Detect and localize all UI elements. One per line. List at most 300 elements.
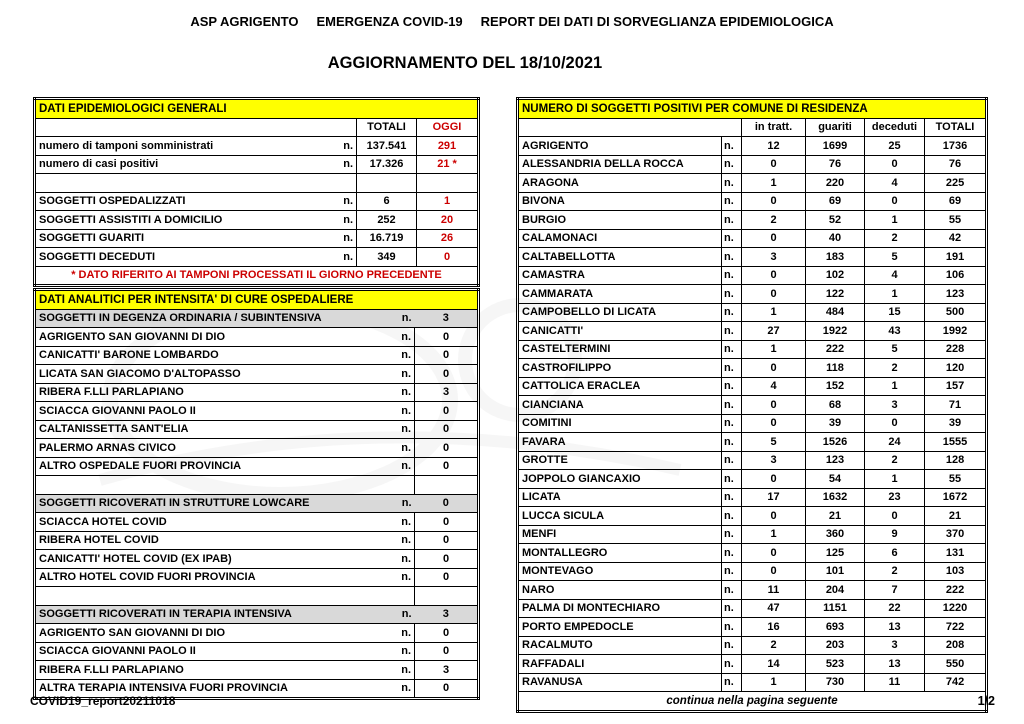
guariti-cell: 21 — [806, 507, 865, 526]
in-tratt-cell: 0 — [742, 285, 806, 304]
n-label-cell: n. — [722, 544, 742, 563]
oggi-cell — [417, 174, 479, 193]
deceduti-cell: 3 — [865, 636, 925, 655]
row-label: ALTRA TERAPIA INTENSIVA FUORI PROVINCIA — [39, 682, 288, 695]
value-cell: 0 — [415, 568, 479, 587]
row-label: SOGGETTI RICOVERATI IN TERAPIA INTENSIVA — [39, 608, 292, 621]
row-label-cell — [35, 642, 415, 661]
n-label-cell: n. — [722, 155, 742, 174]
table-row — [518, 174, 987, 193]
deceduti-cell: 4 — [865, 266, 925, 285]
totali-cell: 742 — [925, 673, 987, 692]
deceduti-cell: 15 — [865, 303, 925, 322]
n-label-cell: n. — [722, 285, 742, 304]
row-label: SOGGETTI ASSISTITI A DOMICILIO — [39, 213, 223, 226]
in-tratt-cell: 0 — [742, 155, 806, 174]
n-label-cell: n. — [722, 340, 742, 359]
table-row — [518, 396, 987, 415]
deceduti-cell: 22 — [865, 599, 925, 618]
in-tratt-cell: 0 — [742, 266, 806, 285]
n-label: n. — [343, 139, 353, 152]
guariti-cell: 52 — [806, 211, 865, 230]
table-row — [35, 624, 479, 643]
row-label: SOGGETTI GUARITI — [39, 232, 145, 245]
guariti-cell: 1151 — [806, 599, 865, 618]
table-row — [518, 229, 987, 248]
totali-cell: 1220 — [925, 599, 987, 618]
n-label-cell: n. — [722, 303, 742, 322]
page-title-part: ASP AGRIGENTO — [190, 14, 299, 29]
in-tratt-cell: 1 — [742, 340, 806, 359]
in-tratt-cell: 0 — [742, 507, 806, 526]
in-tratt-cell: 16 — [742, 618, 806, 637]
in-tratt-cell: 1 — [742, 673, 806, 692]
in-tratt-cell: 2 — [742, 211, 806, 230]
totali-cell: 123 — [925, 285, 987, 304]
row-label: AGRIGENTO SAN GIOVANNI DI DIO — [39, 626, 225, 639]
table-row — [518, 377, 987, 396]
page-title — [0, 14, 1024, 29]
comune-name-cell: AGRIGENTO — [518, 137, 722, 156]
totali-cell: 550 — [925, 655, 987, 674]
row-label: CANICATTI' BARONE LOMBARDO — [39, 349, 219, 362]
table-row — [35, 137, 479, 156]
totali-cell: 191 — [925, 248, 987, 267]
comune-name-cell: RACALMUTO — [518, 636, 722, 655]
row-label-cell — [35, 229, 357, 248]
table-row — [518, 322, 987, 341]
deceduti-cell: 5 — [865, 248, 925, 267]
row-label: RIBERA F.LLI PARLAPIANO — [39, 663, 184, 676]
value-cell: 0 — [415, 624, 479, 643]
table-header-row — [518, 118, 987, 137]
comune-name-cell: CAMASTRA — [518, 266, 722, 285]
in-tratt-cell: 3 — [742, 451, 806, 470]
value-cell: 0 — [415, 346, 479, 365]
in-tratt-cell: 3 — [742, 248, 806, 267]
guariti-cell: 484 — [806, 303, 865, 322]
totali-cell: 39 — [925, 414, 987, 433]
table-row — [35, 174, 479, 193]
value-cell: 0 — [415, 531, 479, 550]
comune-name-cell: PALMA DI MONTECHIARO — [518, 599, 722, 618]
deceduti-cell: 1 — [865, 377, 925, 396]
table-row — [518, 618, 987, 637]
page-number: 1/2 — [977, 694, 995, 708]
table-row — [35, 346, 479, 365]
in-tratt-cell: 5 — [742, 433, 806, 452]
row-label: AGRIGENTO SAN GIOVANNI DI DIO — [39, 330, 225, 343]
comune-name-cell: CATTOLICA ERACLEA — [518, 377, 722, 396]
table-row — [518, 285, 987, 304]
deceduti-cell: 1 — [865, 470, 925, 489]
update-date-heading: AGGIORNAMENTO DEL 18/10/2021 — [327, 54, 603, 72]
n-label: n. — [401, 349, 411, 362]
deceduti-cell: 25 — [865, 137, 925, 156]
totali-cell: 222 — [925, 581, 987, 600]
in-tratt-cell: 4 — [742, 377, 806, 396]
value-cell: 0 — [415, 679, 479, 699]
totali-cell: 500 — [925, 303, 987, 322]
comune-name-cell: GROTTE — [518, 451, 722, 470]
totali-cell: 69 — [925, 192, 987, 211]
totali-cell: 137.541 — [357, 137, 417, 156]
guariti-cell: 125 — [806, 544, 865, 563]
totali-cell: 103 — [925, 562, 987, 581]
n-label: n. — [401, 386, 411, 399]
value-cell: 3 — [415, 605, 479, 624]
n-label: n. — [343, 195, 353, 208]
n-label-cell: n. — [722, 618, 742, 637]
in-tratt-cell: 17 — [742, 488, 806, 507]
n-label-cell: n. — [722, 396, 742, 415]
deceduti-cell: 11 — [865, 673, 925, 692]
table-row — [518, 636, 987, 655]
n-label-cell: n. — [722, 599, 742, 618]
comune-name-cell: ARAGONA — [518, 174, 722, 193]
totali-cell: 1736 — [925, 137, 987, 156]
row-label-cell — [35, 439, 415, 458]
totali-cell: 21 — [925, 507, 987, 526]
n-label: n. — [401, 534, 411, 547]
comune-name-cell: CANICATTI' — [518, 322, 722, 341]
n-label-cell: n. — [722, 414, 742, 433]
header-blank-cell — [518, 118, 742, 137]
oggi-cell: 0 — [417, 248, 479, 267]
note-row — [35, 266, 479, 286]
value-cell: 0 — [415, 328, 479, 347]
comune-name-cell: RAFFADALI — [518, 655, 722, 674]
row-label-cell — [35, 383, 415, 402]
guariti-cell: 101 — [806, 562, 865, 581]
totali-cell: 16.719 — [357, 229, 417, 248]
comune-name-cell: JOPPOLO GIANCAXIO — [518, 470, 722, 489]
totali-cell: 120 — [925, 359, 987, 378]
row-label-cell — [35, 248, 357, 267]
deceduti-cell: 43 — [865, 322, 925, 341]
header-blank-cell — [35, 118, 357, 137]
n-label: n. — [401, 682, 411, 695]
comune-name-cell: CIANCIANA — [518, 396, 722, 415]
totali-cell: 17.326 — [357, 155, 417, 174]
comune-name-cell: BURGIO — [518, 211, 722, 230]
guariti-cell: 68 — [806, 396, 865, 415]
guariti-cell: 222 — [806, 340, 865, 359]
row-label: PALERMO ARNAS CIVICO — [39, 441, 176, 454]
guariti-cell: 76 — [806, 155, 865, 174]
row-label: ALTRO HOTEL COVID FUORI PROVINCIA — [39, 571, 256, 584]
row-label-cell — [35, 457, 415, 476]
totali-cell — [357, 174, 417, 193]
comuni-table-title: NUMERO DI SOGGETTI POSITIVI PER COMUNE DI RESIDENZA — [518, 99, 987, 119]
comune-name-cell: PORTO EMPEDOCLE — [518, 618, 722, 637]
row-label-cell — [35, 550, 415, 569]
deceduti-cell: 5 — [865, 340, 925, 359]
table-row — [518, 359, 987, 378]
n-label-cell: n. — [722, 488, 742, 507]
row-label-cell — [35, 476, 415, 495]
table-row — [35, 642, 479, 661]
value-cell: 0 — [415, 439, 479, 458]
table-title-row — [35, 99, 479, 119]
n-label-cell: n. — [722, 470, 742, 489]
n-label-cell: n. — [722, 211, 742, 230]
comune-name-cell: COMITINI — [518, 414, 722, 433]
in-tratt-cell: 0 — [742, 396, 806, 415]
n-label: n. — [401, 515, 411, 528]
table-row — [518, 248, 987, 267]
table-row — [35, 605, 479, 624]
row-label: CALTANISSETTA SANT'ELIA — [39, 423, 189, 436]
table-row — [35, 248, 479, 267]
guariti-cell: 693 — [806, 618, 865, 637]
deceduti-cell: 13 — [865, 618, 925, 637]
row-label: RIBERA F.LLI PARLAPIANO — [39, 386, 184, 399]
totali-cell: 55 — [925, 470, 987, 489]
totali-cell: 76 — [925, 155, 987, 174]
row-label-cell — [35, 174, 357, 193]
oggi-cell: 26 — [417, 229, 479, 248]
totali-cell: 71 — [925, 396, 987, 415]
totali-cell: 157 — [925, 377, 987, 396]
value-cell: 0 — [415, 402, 479, 421]
row-label: SCIACCA HOTEL COVID — [39, 515, 167, 528]
comune-name-cell: CAMPOBELLO DI LICATA — [518, 303, 722, 322]
value-cell: 0 — [415, 457, 479, 476]
table-row — [35, 420, 479, 439]
table-row — [35, 587, 479, 606]
table-row — [518, 599, 987, 618]
guariti-cell: 40 — [806, 229, 865, 248]
table-row — [518, 562, 987, 581]
n-label-cell: n. — [722, 433, 742, 452]
table-row — [35, 211, 479, 230]
n-label-cell: n. — [722, 377, 742, 396]
table-row — [518, 507, 987, 526]
n-label-cell: n. — [722, 636, 742, 655]
guariti-cell: 152 — [806, 377, 865, 396]
guariti-cell: 39 — [806, 414, 865, 433]
table-row — [35, 457, 479, 476]
guariti-cell: 730 — [806, 673, 865, 692]
deceduti-cell: 24 — [865, 433, 925, 452]
table-row — [35, 661, 479, 680]
tamponi-note: * DATO RIFERITO AI TAMPONI PROCESSATI IL GIORNO PRECEDENTE — [35, 266, 479, 286]
guariti-cell: 1526 — [806, 433, 865, 452]
in-tratt-cell: 0 — [742, 544, 806, 563]
deceduti-cell: 2 — [865, 562, 925, 581]
totali-cell: 6 — [357, 192, 417, 211]
in-tratt-cell: 1 — [742, 525, 806, 544]
row-label-cell — [35, 211, 357, 230]
table-row — [35, 155, 479, 174]
table-row — [35, 402, 479, 421]
table-row — [35, 494, 479, 513]
table-row — [35, 568, 479, 587]
table-title-row — [518, 99, 987, 119]
continuation-note: continua nella pagina seguente — [518, 692, 987, 712]
in-tratt-cell: 0 — [742, 414, 806, 433]
n-label: n. — [401, 663, 411, 676]
totali-cell: 106 — [925, 266, 987, 285]
row-label-cell — [35, 402, 415, 421]
n-label-cell: n. — [722, 655, 742, 674]
table-row — [35, 192, 479, 211]
deceduti-cell: 9 — [865, 525, 925, 544]
n-label: n. — [401, 312, 412, 325]
guariti-cell: 118 — [806, 359, 865, 378]
in-tratt-cell: 11 — [742, 581, 806, 600]
row-label-cell — [35, 192, 357, 211]
totali-cell: 722 — [925, 618, 987, 637]
table-row — [518, 155, 987, 174]
guariti-cell: 102 — [806, 266, 865, 285]
row-label-cell — [35, 328, 415, 347]
table-row — [35, 531, 479, 550]
guariti-cell: 183 — [806, 248, 865, 267]
table-row — [518, 655, 987, 674]
n-label: n. — [401, 330, 411, 343]
guariti-cell: 54 — [806, 470, 865, 489]
hospital-table-title: DATI ANALITICI PER INTENSITA' DI CURE OSPEDALIERE — [35, 290, 479, 310]
row-label: SOGGETTI DECEDUTI — [39, 250, 156, 263]
value-cell: 3 — [415, 383, 479, 402]
totali-cell: 128 — [925, 451, 987, 470]
page-title-part: EMERGENZA COVID-19 — [316, 14, 463, 29]
table-title-row — [35, 290, 479, 310]
row-label-cell — [35, 365, 415, 384]
table-row — [518, 266, 987, 285]
n-label-cell: n. — [722, 229, 742, 248]
table-row — [518, 673, 987, 692]
totali-cell: 1992 — [925, 322, 987, 341]
comune-name-cell: ALESSANDRIA DELLA ROCCA — [518, 155, 722, 174]
totali-cell: 252 — [357, 211, 417, 230]
table-row — [35, 229, 479, 248]
table-row — [518, 581, 987, 600]
totali-cell: 1672 — [925, 488, 987, 507]
comune-name-cell: BIVONA — [518, 192, 722, 211]
deceduti-cell: 1 — [865, 285, 925, 304]
in-tratt-cell: 0 — [742, 359, 806, 378]
value-cell: 0 — [415, 365, 479, 384]
comune-name-cell: CAMMARATA — [518, 285, 722, 304]
row-label-cell — [35, 568, 415, 587]
deceduti-cell: 7 — [865, 581, 925, 600]
totali-cell: 131 — [925, 544, 987, 563]
comune-name-cell: CASTROFILIPPO — [518, 359, 722, 378]
n-label-cell: n. — [722, 266, 742, 285]
n-label-cell: n. — [722, 248, 742, 267]
table-row — [518, 414, 987, 433]
guariti-cell: 523 — [806, 655, 865, 674]
n-label-cell: n. — [722, 507, 742, 526]
deceduti-cell: 2 — [865, 229, 925, 248]
table-row — [518, 211, 987, 230]
totali-cell: 225 — [925, 174, 987, 193]
hospital-care-table — [33, 288, 480, 700]
table-row — [518, 525, 987, 544]
comune-name-cell: NARO — [518, 581, 722, 600]
in-tratt-cell: 27 — [742, 322, 806, 341]
in-tratt-cell: 0 — [742, 229, 806, 248]
deceduti-cell: 2 — [865, 359, 925, 378]
deceduti-cell: 1 — [865, 211, 925, 230]
n-label: n. — [343, 158, 353, 171]
row-label: SOGGETTI OSPEDALIZZATI — [39, 195, 186, 208]
table-row — [518, 488, 987, 507]
in-tratt-cell: 2 — [742, 636, 806, 655]
table-row — [35, 328, 479, 347]
table-row — [518, 451, 987, 470]
comune-name-cell: CALTABELLOTTA — [518, 248, 722, 267]
guariti-cell: 203 — [806, 636, 865, 655]
comune-name-cell: CALAMONACI — [518, 229, 722, 248]
table-row — [35, 513, 479, 532]
n-label-cell: n. — [722, 451, 742, 470]
deceduti-column-header: deceduti — [865, 118, 925, 137]
value-cell: 0 — [415, 550, 479, 569]
guariti-cell: 204 — [806, 581, 865, 600]
comune-name-cell: FAVARA — [518, 433, 722, 452]
row-label: SCIACCA GIOVANNI PAOLO II — [39, 404, 196, 417]
table-row — [35, 383, 479, 402]
guariti-cell: 69 — [806, 192, 865, 211]
comune-name-cell: MONTALLEGRO — [518, 544, 722, 563]
table-row — [518, 544, 987, 563]
guariti-cell: 1922 — [806, 322, 865, 341]
row-label-cell — [35, 531, 415, 550]
n-label: n. — [401, 441, 411, 454]
row-label-cell — [35, 420, 415, 439]
row-label-cell — [35, 494, 415, 513]
totali-cell: 1555 — [925, 433, 987, 452]
row-label: SOGGETTI IN DEGENZA ORDINARIA / SUBINTENSIVA — [39, 312, 322, 325]
deceduti-cell: 0 — [865, 192, 925, 211]
deceduti-cell: 23 — [865, 488, 925, 507]
row-label: numero di casi positivi — [39, 158, 159, 171]
value-cell: 3 — [415, 309, 479, 328]
row-label: SCIACCA GIOVANNI PAOLO II — [39, 645, 196, 658]
n-label: n. — [401, 571, 411, 584]
table-row — [35, 550, 479, 569]
value-cell: 0 — [415, 642, 479, 661]
totali-cell: 370 — [925, 525, 987, 544]
row-label: CANICATTI' HOTEL COVID (EX IPAB) — [39, 552, 232, 565]
n-label-cell: n. — [722, 525, 742, 544]
guariti-cell: 123 — [806, 451, 865, 470]
n-label: n. — [401, 404, 411, 417]
comune-name-cell: MENFI — [518, 525, 722, 544]
value-cell: 0 — [415, 420, 479, 439]
n-label: n. — [343, 250, 353, 263]
n-label-cell: n. — [722, 192, 742, 211]
n-label-cell: n. — [722, 562, 742, 581]
table-row — [518, 433, 987, 452]
row-label-cell — [35, 661, 415, 680]
n-label: n. — [401, 608, 412, 621]
deceduti-cell: 0 — [865, 414, 925, 433]
comuni-positives-table — [516, 97, 988, 713]
n-label: n. — [401, 460, 411, 473]
general-data-table — [33, 97, 480, 287]
oggi-cell: 1 — [417, 192, 479, 211]
in-tratt-column-header: in tratt. — [742, 118, 806, 137]
deceduti-cell: 4 — [865, 174, 925, 193]
n-label-cell: n. — [722, 322, 742, 341]
table-row — [35, 309, 479, 328]
guariti-cell: 360 — [806, 525, 865, 544]
